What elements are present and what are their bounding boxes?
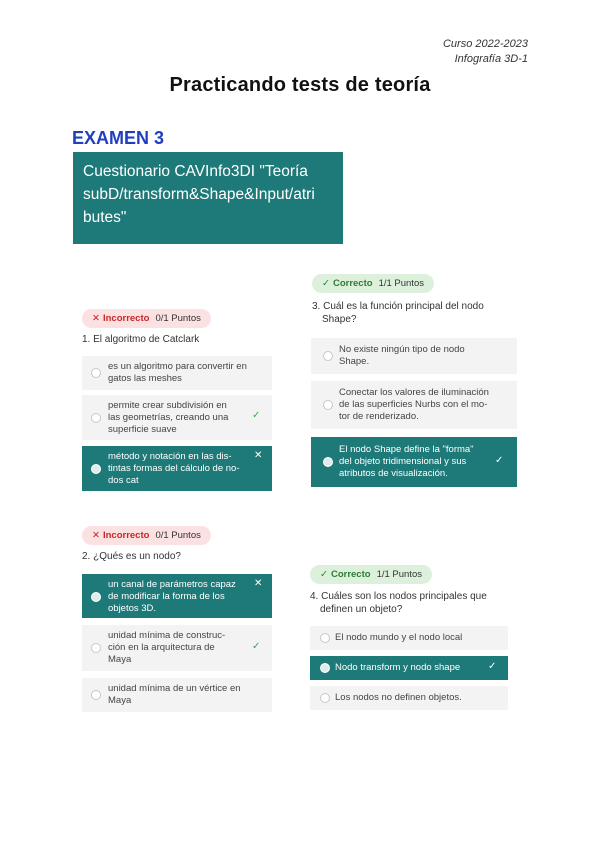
result-status: Correcto — [330, 569, 371, 580]
option-text: Maya — [108, 695, 132, 706]
q4-result-badge — [310, 565, 432, 584]
check-icon: ✓ — [488, 661, 497, 672]
exam-label: EXAMEN 3 — [72, 128, 165, 148]
q1-option-2[interactable] — [82, 395, 272, 440]
option-text: tintas formas del cálculo de no- — [108, 463, 240, 474]
option-text: de las superficies Nurbs con el mo- — [339, 399, 488, 410]
option-text: objetos 3D. — [108, 603, 157, 614]
radio-icon — [91, 413, 101, 423]
option-text: un canal de parámetros capaz — [108, 579, 236, 590]
option-text: tor de renderizado. — [339, 411, 419, 422]
incorrect-icon: ✕ — [92, 313, 100, 324]
check-icon: ✓ — [322, 278, 330, 289]
radio-icon — [91, 368, 101, 378]
radio-icon — [323, 400, 333, 410]
banner-line: subD/transform&Shape&Input/atri — [83, 186, 315, 203]
question-line: Shape? — [322, 314, 357, 325]
radio-selected-icon — [91, 592, 101, 602]
q2-option-2[interactable] — [82, 625, 272, 671]
result-status: Incorrecto — [102, 530, 150, 541]
q2-option-3[interactable] — [82, 678, 272, 712]
q1-result-badge — [82, 309, 211, 328]
option-text: Shape. — [339, 356, 370, 367]
q3-option-1[interactable] — [311, 338, 517, 374]
result-points: 1/1 Puntos — [376, 569, 422, 580]
q4-option-2[interactable] — [310, 656, 508, 680]
option-text: del objeto tridimensional y sus — [339, 456, 467, 467]
page-title: Practicando tests de teoría — [169, 74, 431, 96]
option-text: No existe ningún tipo de nodo — [339, 344, 465, 355]
option-text: permite crear subdivisión en — [108, 400, 227, 411]
radio-icon — [320, 633, 330, 643]
check-icon: ✓ — [495, 455, 504, 466]
option-text: ción en la arquitectura de — [108, 642, 215, 653]
option-text: atributos de visualización. — [339, 468, 448, 479]
option-text: las geometrías, creando una — [108, 412, 229, 423]
q3-option-2[interactable] — [311, 381, 517, 429]
question-line: 3. Cuál es la función principal del nodo — [312, 301, 484, 312]
option-text: unidad mínima de construc- — [108, 630, 226, 641]
q1-option-1[interactable] — [82, 356, 272, 390]
result-status: Correcto — [332, 278, 373, 289]
q2-result-badge — [82, 526, 211, 545]
option-text: Maya — [108, 654, 132, 665]
quiz-title-banner — [73, 152, 343, 244]
q2-option-1[interactable] — [82, 574, 272, 618]
option-text: Conectar los valores de iluminación — [339, 387, 489, 398]
radio-icon — [323, 351, 333, 361]
option-text: método y notación en las dis- — [108, 451, 232, 462]
option-text: Nodo transform y nodo shape — [335, 662, 461, 673]
q3-option-3[interactable] — [311, 437, 517, 487]
radio-icon — [91, 690, 101, 700]
check-icon: ✓ — [320, 569, 328, 580]
radio-selected-icon — [320, 663, 330, 673]
option-text: gatos las meshes — [108, 373, 182, 384]
q4-question — [310, 590, 487, 616]
option-text: El nodo mundo y el nodo local — [335, 632, 463, 643]
result-points: 0/1 Puntos — [155, 530, 201, 541]
q3-result-badge — [312, 274, 434, 293]
result-status: Incorrecto — [102, 313, 150, 324]
incorrect-icon: ✕ — [92, 530, 100, 541]
check-icon: ✓ — [252, 641, 261, 652]
option-text: de modificar la forma de los — [108, 591, 225, 602]
check-icon: ✓ — [252, 410, 261, 421]
option-text: superficie suave — [108, 424, 177, 435]
q2-question: 2. ¿Qués es un nodo? — [82, 551, 181, 562]
option-text: es un algoritmo para convertir en — [108, 361, 247, 372]
q4-option-3[interactable] — [310, 686, 508, 710]
option-text: dos cat — [108, 475, 139, 486]
banner-line: Cuestionario CAVInfo3DI "Teoría — [83, 163, 308, 180]
q1-option-3[interactable] — [82, 446, 272, 491]
option-text: Los nodos no definen objetos. — [335, 692, 462, 703]
option-text: unidad mínima de un vértice en — [108, 683, 241, 694]
subject-label: Infografía 3D-1 — [454, 53, 528, 65]
question-line: 4. Cuáles son los nodos principales que — [310, 591, 487, 602]
result-points: 1/1 Puntos — [378, 278, 424, 289]
banner-line: butes" — [83, 209, 127, 226]
q4-option-1[interactable] — [310, 626, 508, 650]
result-points: 0/1 Puntos — [155, 313, 201, 324]
close-icon: ✕ — [254, 578, 263, 589]
radio-selected-icon — [323, 457, 333, 467]
q1-question: 1. El algoritmo de Catclark — [82, 334, 200, 345]
radio-selected-icon — [91, 464, 101, 474]
radio-icon — [320, 693, 330, 703]
course-label: Curso 2022-2023 — [442, 38, 528, 50]
option-text: El nodo Shape define la "forma" — [339, 444, 474, 455]
q3-question — [312, 300, 484, 326]
question-line: definen un objeto? — [320, 604, 403, 615]
radio-icon — [91, 643, 101, 653]
close-icon: ✕ — [254, 450, 263, 461]
